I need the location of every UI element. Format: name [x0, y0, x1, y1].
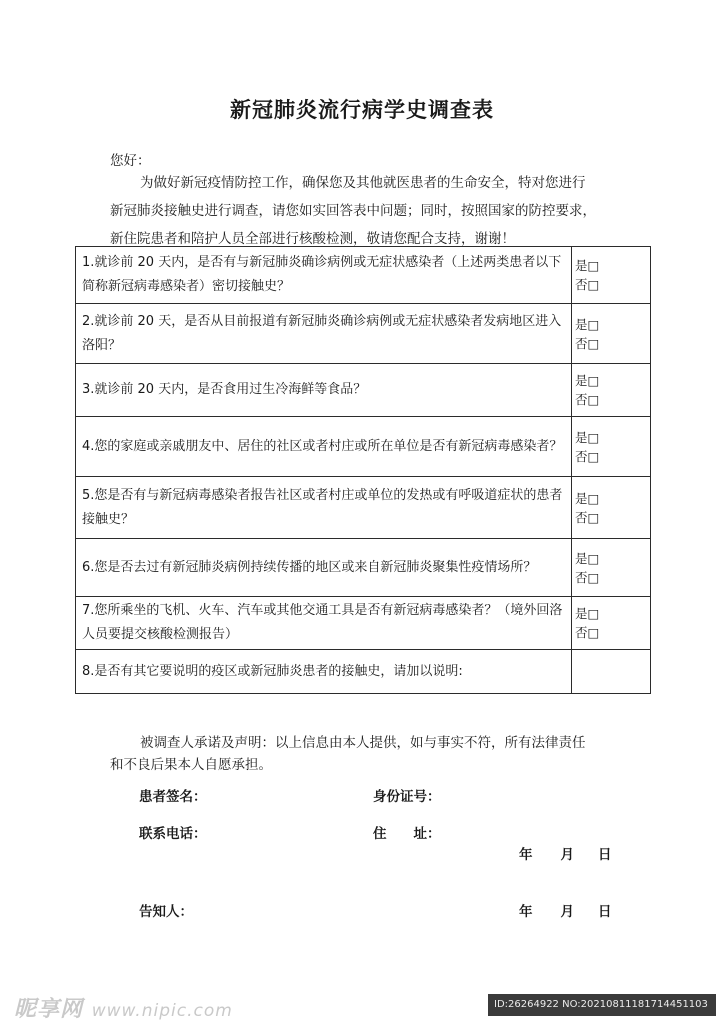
question-text-6: 6.您是否去过有新冠肺炎病例持续传播的地区或来自新冠肺炎聚集性疫情场所？ — [76, 539, 572, 597]
date-day: 日 — [598, 904, 612, 920]
declaration-line-2: 和不良后果本人自愿承担。 — [110, 757, 272, 773]
answer-options-7[interactable] — [572, 597, 651, 650]
no-checkbox-6[interactable]: 否□ — [575, 569, 600, 585]
question-text-3: 3.就诊前 20 天内，是否食用过生冷海鲜等食品？ — [76, 364, 572, 417]
answer-blank-8[interactable] — [572, 650, 651, 694]
question-row-6 — [76, 539, 651, 597]
no-checkbox-7[interactable]: 否□ — [575, 625, 600, 640]
question-row-4 — [76, 417, 651, 477]
declaration-line-1: 被调查人承诺及声明：以上信息由本人提供，如与事实不符，所有法律责任 — [140, 735, 586, 751]
intro-line-3: 新住院患者和陪护人员全部进行核酸检测，敬请您配合支持，谢谢！ — [110, 231, 515, 247]
answer-options-2[interactable] — [572, 304, 651, 364]
patient-date[interactable] — [519, 843, 612, 863]
date-day: 日 — [598, 847, 612, 863]
question-row-2 — [76, 304, 651, 364]
question-text-5: 5.您是否有与新冠病毒感染者报告社区或者村庄或单位的发热或有呼吸道症状的患者接触史？ — [76, 477, 572, 539]
answer-options-1[interactable] — [572, 247, 651, 304]
yes-checkbox-6[interactable]: 是□ — [575, 550, 600, 566]
question-row-3 — [76, 364, 651, 417]
greeting: 您好： — [110, 153, 151, 169]
watermark-logo: 昵享网 www.nipic.com — [14, 997, 233, 1022]
yes-checkbox-5[interactable]: 是□ — [575, 490, 600, 506]
date-month: 月 — [560, 904, 574, 920]
answer-options-5[interactable] — [572, 477, 651, 539]
yes-checkbox-4[interactable]: 是□ — [575, 429, 600, 445]
declaration — [110, 732, 630, 776]
phone-label[interactable]: 联系电话： — [139, 826, 207, 842]
watermark-footer — [0, 986, 724, 1024]
address-label[interactable]: 住 址： — [373, 826, 441, 842]
question-row-7 — [76, 597, 651, 650]
date-month: 月 — [560, 847, 574, 863]
date-year: 年 — [519, 847, 533, 863]
question-text-7: 7.您所乘坐的飞机、火车、汽车或其他交通工具是否有新冠病毒感染者？（境外回洛人员要提交核酸检测报告） — [76, 597, 572, 650]
intro-line-1: 为做好新冠疫情防控工作，确保您及其他就医患者的生命安全，特对您进行 — [140, 175, 586, 191]
yes-checkbox-2[interactable]: 是□ — [575, 316, 600, 332]
question-row-5 — [76, 477, 651, 539]
questionnaire-table — [75, 246, 651, 694]
signature-label[interactable]: 患者签名： — [139, 789, 207, 805]
question-text-8[interactable]: 8.是否有其它要说明的疫区或新冠肺炎患者的接触史，请加以说明: — [76, 650, 572, 694]
no-checkbox-5[interactable]: 否□ — [575, 509, 600, 525]
id-number-label[interactable]: 身份证号： — [373, 789, 441, 805]
no-checkbox-1[interactable]: 否□ — [575, 277, 600, 292]
intro-paragraph — [110, 169, 630, 253]
question-text-1: 1.就诊前 20 天内，是否有与新冠肺炎确诊病例或无症状感染者（上述两类患者以下简称新冠病毒感染者）密切接触史？ — [76, 247, 572, 304]
informer-label[interactable]: 告知人： — [139, 904, 193, 920]
answer-options-4[interactable] — [572, 417, 651, 477]
date-year: 年 — [519, 904, 533, 920]
answer-options-6[interactable] — [572, 539, 651, 597]
no-checkbox-4[interactable]: 否□ — [575, 448, 600, 464]
question-text-2: 2.就诊前 20 天，是否从目前报道有新冠肺炎确诊病例或无症状感染者发病地区进入洛阳？ — [76, 304, 572, 364]
question-text-4: 4.您的家庭或亲戚朋友中、居住的社区或者村庄或所在单位是否有新冠病毒感染者？ — [76, 417, 572, 477]
question-row-1 — [76, 247, 651, 304]
form-title: 新冠肺炎流行病学史调查表 — [230, 97, 494, 122]
informer-date[interactable] — [519, 900, 612, 920]
watermark-id-bar: ID:26264922 NO:20210811181714451103 — [488, 994, 716, 1016]
yes-checkbox-7[interactable]: 是□ — [575, 606, 600, 621]
no-checkbox-2[interactable]: 否□ — [575, 335, 600, 351]
yes-checkbox-3[interactable]: 是□ — [575, 373, 600, 388]
no-checkbox-3[interactable]: 否□ — [575, 392, 600, 407]
question-row-8 — [76, 650, 651, 694]
yes-checkbox-1[interactable]: 是□ — [575, 258, 600, 273]
intro-line-2: 新冠肺炎接触史进行调查，请您如实回答表中问题；同时，按照国家的防控要求， — [110, 203, 596, 219]
answer-options-3[interactable] — [572, 364, 651, 417]
